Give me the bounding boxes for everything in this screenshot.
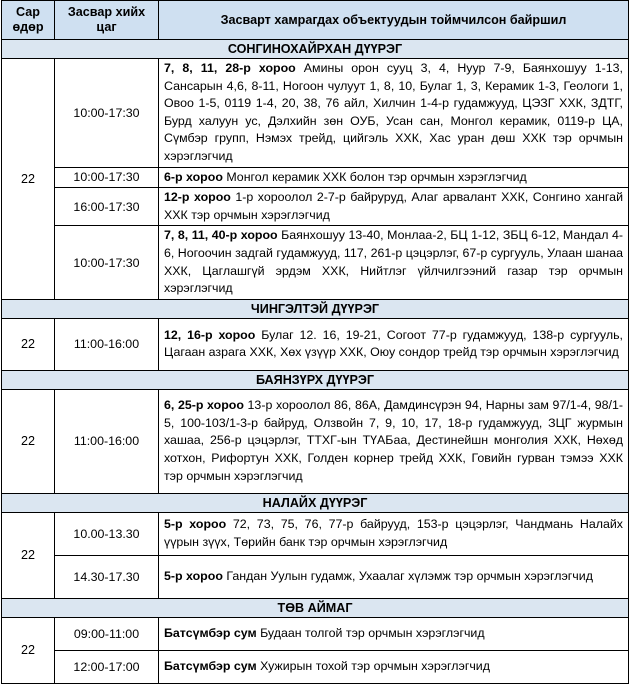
outage-schedule-table (1, 0, 629, 684)
table-row (2, 167, 629, 188)
khoroo-label: Батсүмбэр сум (164, 658, 257, 673)
time-cell: 10:00-17:30 (55, 59, 159, 168)
khoroo-label: Батсүмбэр сум (164, 625, 257, 640)
location-text: Хужирын тохой тэр орчмын хэрэглэгчид (260, 658, 490, 673)
location-cell (159, 167, 629, 188)
khoroo-label: 7, 8, 11, 40-р хороо (164, 228, 278, 243)
location-cell (159, 318, 629, 370)
khoroo-label: 12, 16-р хороо (164, 327, 256, 342)
header-time: Засвар хийх цаг (55, 1, 159, 40)
table-row (2, 512, 629, 555)
time-cell: 12:00-17:00 (55, 650, 159, 683)
location-text: Гандан Уулын гудамж, Ухаалаг хүлэмж тэр орчмын хэрэглэгчид (226, 568, 593, 583)
district-heading: СОНГИНОХАЙРХАН ДҮҮРЭГ (2, 40, 629, 59)
time-cell: 10:00-17:30 (55, 226, 159, 299)
district-heading: ТӨВ АЙМАГ (2, 598, 629, 617)
time-cell: 14.30-17.30 (55, 555, 159, 598)
day-cell: 22 (2, 389, 55, 493)
khoroo-label: 7, 8, 11, 28-р хороо (164, 61, 296, 75)
header-row (2, 1, 629, 40)
time-cell: 10:00-17:30 (55, 167, 159, 188)
time-cell: 11:00-16:00 (55, 318, 159, 370)
day-cell: 22 (2, 318, 55, 370)
table-row (2, 318, 629, 370)
day-cell: 22 (2, 617, 55, 683)
table-row (2, 555, 629, 598)
header-location: Засварт хамрагдах объектуудын тоймчилсон байршил (159, 1, 629, 40)
location-text: Монгол керамик ХХК болон тэр орчмын хэрэглэгчид (226, 169, 527, 184)
location-cell (159, 650, 629, 683)
table-row (2, 650, 629, 683)
khoroo-label: 5-р хороо (164, 517, 227, 532)
location-cell (159, 555, 629, 598)
location-cell (159, 59, 629, 168)
time-cell: 10.00-13.30 (55, 512, 159, 555)
location-cell (159, 617, 629, 650)
header-day: Сар өдөр (2, 1, 55, 40)
location-text: Амины орон сууц 3, 4, Нуур 7-9, Баянхошуу 1-13, Сансарын 4,6, 8-11, Ногоон чулуут 1, 8, 10, Булаг 1, 3, Керамик 1-3, Геологи 1, Овоо 1-5, 0119 1-4, 20, 38, 76 айл, Хилчин 1-4-р гудамжууд, ЦЭЗГ ХХК, ЗДТГ, Бурд халуун ус, Дэлхийн зөн ОУБ, Усан сан, Монгол керамик, 0119-р ЦА, Сүмбэр групп, Нэмэх трейд, цийгэль ХХК, Хас уран дөш ХХК тэр орчмын хэрэглэгчид (164, 61, 623, 163)
khoroo-label: 6-р хороо (164, 169, 223, 184)
table-row (2, 226, 629, 299)
time-cell: 16:00-17:30 (55, 188, 159, 226)
table-row (2, 188, 629, 226)
location-text: 72, 73, 75, 76, 77-р байрууд, 153-р цэцэрлэг, Чандмань Налайх үүрын зүүх, Төрийн банк тэр орчмын хэрэглэгчид (164, 517, 623, 549)
district-heading: НАЛАЙХ ДҮҮРЭГ (2, 493, 629, 512)
district-heading: БАЯНЗҮРХ ДҮҮРЭГ (2, 370, 629, 389)
location-cell (159, 512, 629, 555)
table-row (2, 617, 629, 650)
day-cell: 22 (2, 512, 55, 598)
location-text: 1-р хороолол 2-7-р байруруд, Алаг арвалант ХХК, Сонгино хангай ХХК тэр орчмын хэрэглэгчид (164, 190, 623, 222)
location-cell (159, 226, 629, 299)
location-text: Булаг 12. 16, 19-21, Согоот 77-р гудамжууд, 138-р сургууль, Цагаан азрага ХХК, Хөх үзүүр ХХК, Оюу сондор трейд тэр орчмын хэрэглэгчид (164, 327, 623, 360)
khoroo-label: 5-р хороо (164, 568, 223, 583)
location-text: 13-р хороолол 86, 86А, Дамдинсүрэн 94, Нарны зам 97/1-4, 98/1-5, 100-103/1-3-р байруд, Олзвойн 7, 9, 10, 17, 18-р гудамжууд, ЗЦГ журмын хашаа, 256-р цэцэрлэг, ТТХГ-ын ТҮАБаа, Дестинейшн монголия ХХК, Нөхөд хотхон, Рифортун ХХК, Голден корнер трейд ХХК, Говийн гурван тэмээ ХХК тэр орчмын хэрэглэгчид (164, 398, 623, 483)
location-cell (159, 188, 629, 226)
time-cell: 09:00-11:00 (55, 617, 159, 650)
khoroo-label: 6, 25-р хороо (164, 398, 244, 413)
table-row (2, 389, 629, 493)
location-cell (159, 389, 629, 493)
time-cell: 11:00-16:00 (55, 389, 159, 493)
location-text: Баянхошуу 13-40, Монлаа-2, БЦ 1-12, ЗБЦ 6-12, Мандал 4-6, Ногоочин задгай гудамжууд, 117, 261-р цэцэрлэг, 67-р сургууль, Улаан шанаа ХХК, Цаглашгүй эрдэм ХХК, Нийтлэг үйлчилгээний газар тэр орчмын хэрэглэгчид (164, 228, 623, 296)
khoroo-label: 12-р хороо (164, 190, 231, 205)
district-heading: ЧИНГЭЛТЭЙ ДҮҮРЭГ (2, 299, 629, 318)
day-cell: 22 (2, 59, 55, 300)
table-row (2, 59, 629, 168)
location-text: Будаан толгой тэр орчмын хэрэглэгчид (260, 625, 485, 640)
